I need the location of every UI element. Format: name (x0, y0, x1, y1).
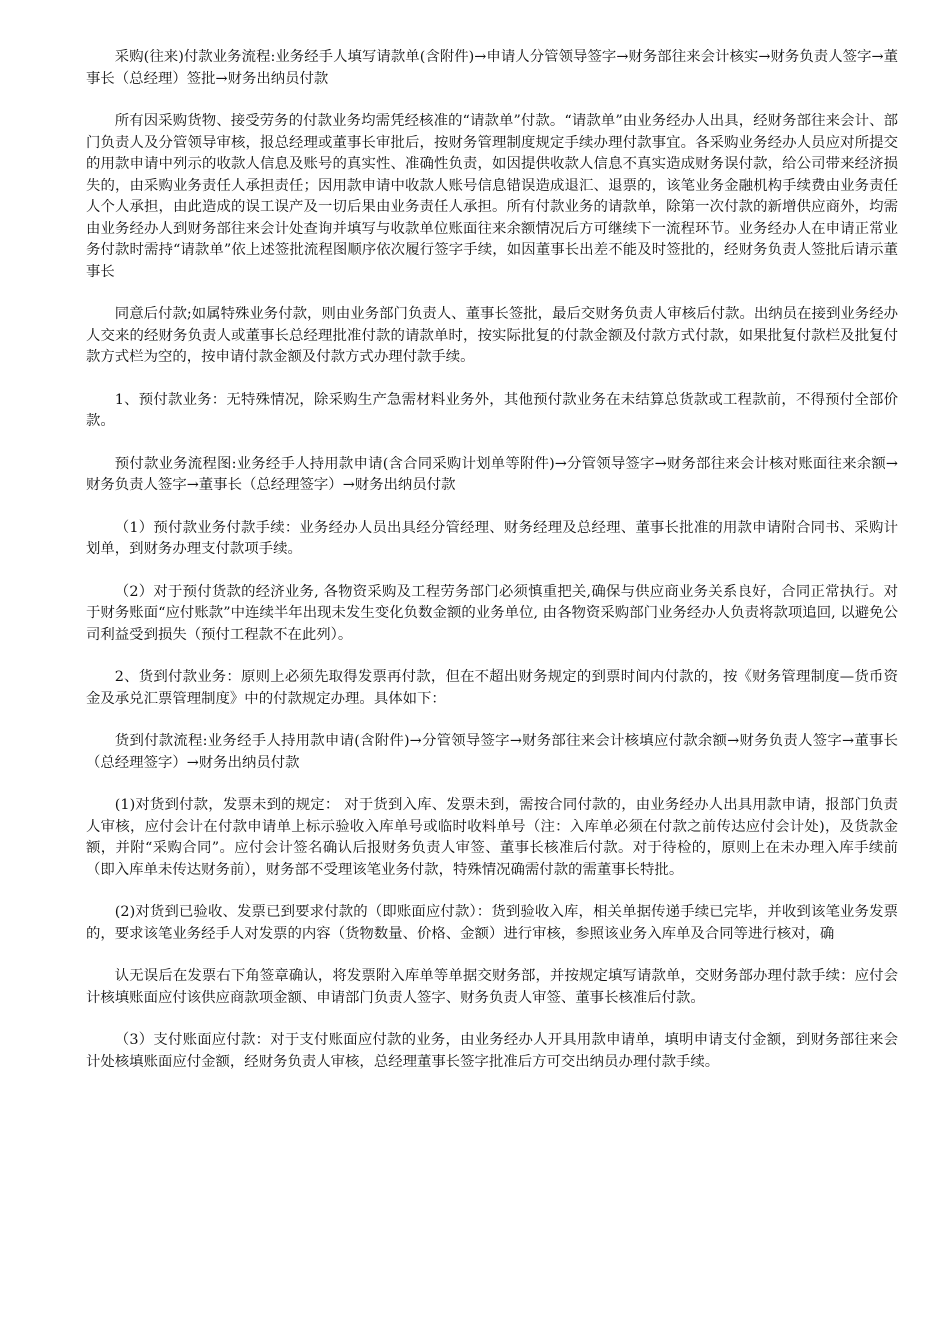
paragraph-cod-flow: 货到付款流程:业务经手人持用款申请(含附件)→分管领导签字→财务部往来会计核填应付款余额→财务负责人签字→董事长（总经理签字）→财务出纳员付款 (86, 733, 898, 771)
paragraph-prepayment-control: （2）对于预付货款的经济业务, 各物资采购及工程劳务部门必须慎重把关,确保与供应商业务关系良好，合同正常执行。对于财务账面“应付账款”中连续半年出现未发生变化负数金额的业务单位, 由各物资采购部门业务经办人负责将款项追回, 以避免公司利益受到损失（预付工程款不在此列）。 (86, 583, 898, 643)
document-body (86, 47, 898, 1094)
paragraph-pay-accounts-payable: （3）支付账面应付款：对于支付账面应付款的业务，由业务经办人开具用款申请单，填明申请支付金额，到财务部往来会计处核填账面应付金额，经财务负责人审核，总经理董事长签字批准后方可交出纳员办理付款手续。 (86, 1032, 898, 1070)
paragraph-procurement-flow: 采购(往来)付款业务流程:业务经手人填写请款单(含附件)→申请人分管领导签字→财务部往来会计核实→财务负责人签字→董事长（总经理）签批→财务出纳员付款 (86, 49, 898, 87)
paragraph-invoice-arrived: (2)对货到已验收、发票已到要求付款的（即账面应付款）：货到验收入库，相关单据传递手续已完毕，并收到该笔业务发票的，要求该笔业务经手人对发票的内容（货物数量、价格、金额）进行审核，参照该业务入库单及合同等进行核对，确 (86, 904, 898, 942)
paragraph-prepayment-flow: 预付款业务流程图:业务经手人持用款申请(含合同采购计划单等附件)→分管领导签字→财务部往来会计核对账面往来余额→财务负责人签字→董事长（总经理签字）→财务出纳员付款 (86, 455, 898, 493)
paragraph-invoice-confirmation: 认无误后在发票右下角签章确认，将发票附入库单等单据交财务部，并按规定填写请款单，交财务部办理付款手续：应付会计核填账面应付该供应商款项金额、申请部门负责人签字、财务负责人审签、董事长核准后付款。 (86, 968, 898, 1006)
paragraph-invoice-not-arrived: (1)对货到付款，发票未到的规定： 对于货到入库、发票未到，需按合同付款的，由业务经办人出具用款申请，报部门负责人审核，应付会计在付款申请单上标示验收入库单号或临时收料单号（注：入库单必须在付款之前传达应付会计处)，及货款金额，并附“采购合同”。应付会计签名确认后报财务负责人审签、董事长核准后付款。对于待检的，原则上在未办理入库手续前（即入库单未传达财务前），财务部不受理该笔业务付款，特殊情况确需付款的需董事长特批。 (86, 797, 898, 878)
paragraph-prepayment-procedure: （1）预付款业务付款手续：业务经办人员出具经分管经理、财务经理及总经理、董事长批准的用款申请附合同书、采购计划单，到财务办理支付款项手续。 (86, 519, 898, 557)
paragraph-prepayment-business: 1、预付款业务：无特殊情况，除采购生产急需材料业务外，其他预付款业务在未结算总货款或工程款前，不得预付全部价款。 (86, 391, 898, 429)
paragraph-cod-business: 2、货到付款业务：原则上必须先取得发票再付款，但在不超出财务规定的到票时间内付款的，按《财务管理制度—货币资金及承兑汇票管理制度》中的付款规定办理。具体如下： (86, 669, 898, 707)
paragraph-payment-request-rules: 所有因采购货物、接受劳务的付款业务均需凭经核准的“请款单”付款。“请款单”由业务经办人出具，经财务部往来会计、部门负责人及分管领导审核，报总经理或董事长审批后，按财务管理制度规定手续办理付款事宜。各采购业务经办人员应对所提交的用款申请中列示的收款人信息及账号的真实性、准确性负责，如因提供收款人信息不真实造成财务误付款，给公司带来经济损失的，由采购业务责任人承担责任；因用款申请中收款人账号信息错误造成退汇、退票的，该笔业务金融机构手续费由业务责任人个人承担，由此造成的误工误产及一切后果由业务责任人承担。所有付款业务的请款单，除第一次付款的新增供应商外，均需由业务经办人到财务部往来会计处查询并填写与收款单位账面往来余额情况后方可继续下一流程环节。业务经办人在申请正常业务付款时需持“请款单”依上述签批流程图顺序依次履行签字手续，如因董事长出差不能及时签批的，经财务负责人签批后请示董事长 (86, 113, 898, 280)
paragraph-special-payment: 同意后付款;如属特殊业务付款，则由业务部门负责人、董事长签批，最后交财务负责人审核后付款。出纳员在接到业务经办人交来的经财务负责人或董事长总经理批准付款的请款单时，按实际批复的付款金额及付款方式付款，如果批复付款栏及批复付款方式栏为空的，按申请付款金额及付款方式办理付款手续。 (86, 306, 898, 365)
